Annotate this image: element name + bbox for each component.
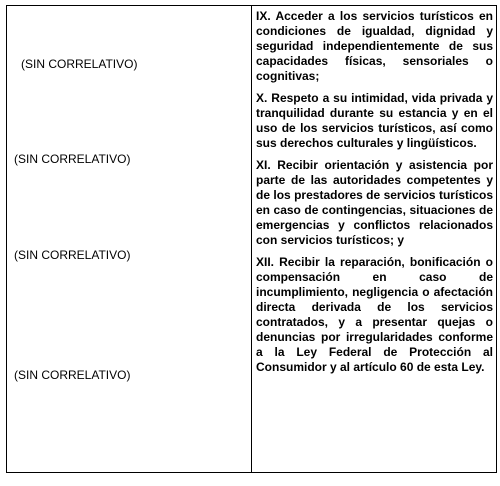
sin-correlativo-label: (SIN CORRELATIVO) [14,152,131,166]
fraction-x-text: X. Respeto a su intimidad, vida privada y tranquilidad durante su estancia y en el uso de los servicios turísticos, así como sus derechos culturales y lingüísticos. [256,91,493,150]
fraction-xi-text: XI. Recibir orientación y asistencia por parte de las autoridades competentes y de los prestadores de servicios turísticos en caso de contingencias, situaciones de emergencias y conflictos relacionados con servicios turísticos; y [256,158,493,247]
table-row [7,6,497,473]
sin-correlativo-label: (SIN CORRELATIVO) [14,368,131,382]
left-column-cell [7,6,252,473]
fraction-xii-text: XII. Recibir la reparación, bonificación o compensación en caso de incumplimiento, negligencia o afectación directa derivada de los servicios contratados, y a presentar quejas o denuncias por irregularidades conforme a la Ley Federal de Protección al Consumidor y al artículo 60 de esta Ley. [256,255,493,374]
right-column-stack [252,6,496,375]
sin-correlativo-label: (SIN CORRELATIVO) [14,248,131,262]
right-column-cell [252,6,497,473]
left-column-stack [7,6,251,472]
comparison-table [6,5,497,473]
sin-correlativo-label: (SIN CORRELATIVO) [21,57,138,71]
fraction-ix-text: IX. Acceder a los servicios turísticos en condiciones de igualdad, dignidad y seguridad independientemente de sus capacidades físicas, sensoriales o cognitivas; [256,9,493,83]
